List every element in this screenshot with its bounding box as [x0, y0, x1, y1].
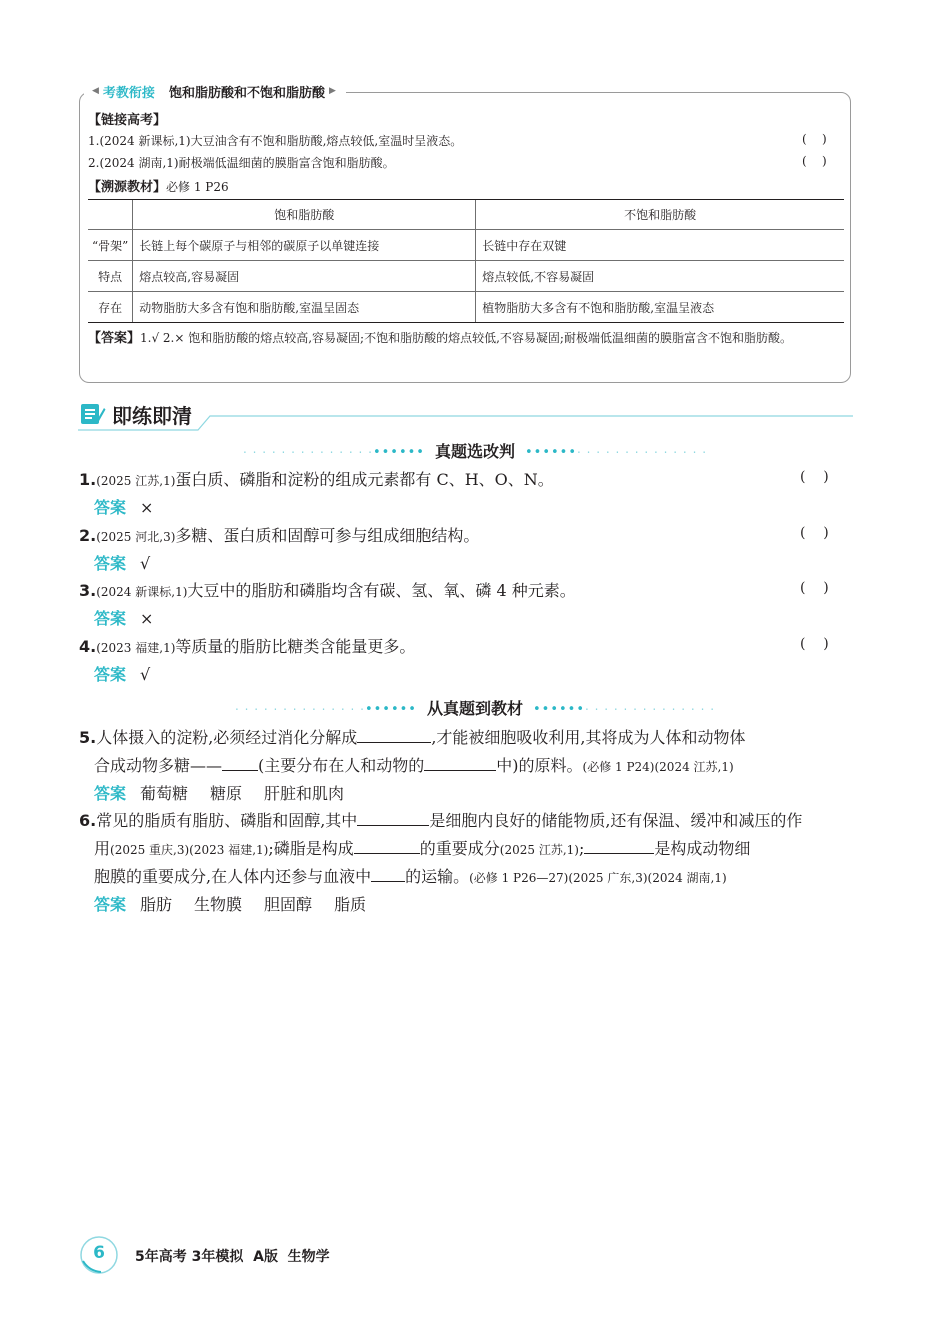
question-text: (主要分布在人和动物的	[258, 756, 425, 775]
question-3	[79, 578, 576, 601]
table-row	[88, 261, 844, 292]
heading-underline	[78, 412, 853, 432]
question-text: 等质量的脂肪比糖类含能量更多。	[175, 637, 416, 656]
answer-row	[94, 892, 388, 915]
tag-label: 考教衔接	[102, 85, 155, 101]
fill-blank	[357, 727, 431, 743]
question-6-line-2	[94, 836, 750, 859]
question-number: 3.	[79, 581, 97, 600]
question-text: ;	[578, 839, 585, 858]
answer-label: 答案	[94, 554, 127, 573]
question-text: 的运输。	[405, 867, 470, 886]
notebook-icon	[80, 402, 106, 426]
answer-row	[94, 781, 366, 804]
source-label: 【溯源教材】	[88, 180, 167, 195]
question-text: 合成动物多糖——	[94, 756, 223, 775]
link-box-answer	[88, 326, 848, 351]
fill-blank	[357, 810, 429, 826]
answer-value: √	[140, 665, 151, 684]
answer-paren: ( )	[800, 580, 829, 596]
triangle-right-icon: ▶	[328, 86, 336, 96]
answer-label: 答案	[94, 498, 127, 517]
answer-text: 1.√ 2.× 饱和脂肪酸的熔点较高,容易凝固;不饱和脂肪酸的熔点较低,不容易凝固;耐极端低温细菌的膜脂富含不饱和脂肪酸。	[140, 331, 792, 345]
question-number: 1.	[79, 470, 97, 489]
question-6-line-3	[94, 864, 727, 887]
practice-title: 即练即清	[112, 404, 192, 428]
table-cell: 熔点较低,不容易凝固	[476, 261, 844, 292]
page-number: 6	[93, 1243, 105, 1263]
question-source: (2025 江苏,1)	[499, 843, 579, 857]
question-6	[79, 808, 802, 831]
comparison-table	[88, 199, 844, 323]
answer-paren: ( )	[800, 525, 829, 541]
answer-value: 脂质	[334, 895, 367, 914]
fill-blank	[584, 838, 654, 854]
question-text: 用	[94, 839, 111, 858]
answer-value: 生物膜	[194, 895, 243, 914]
dots-decoration: · · · · · · · · · · · · · ·	[234, 702, 365, 717]
table-cell: “骨架”	[88, 230, 133, 261]
answer-label: 答案	[94, 665, 127, 684]
table-header-cell: 不饱和脂肪酸	[476, 200, 844, 230]
question-text: 的重要成分	[419, 839, 500, 858]
dots-decoration: · · · · · · · · · · · · · ·	[242, 445, 373, 460]
dots-decoration: ••••••	[372, 445, 425, 460]
question-1	[79, 467, 554, 490]
fill-blank	[354, 838, 420, 854]
question-source: (2023 福建,1)	[96, 641, 176, 655]
question-text: 中)的原料。	[496, 756, 583, 775]
source-ref: 必修 1 P26	[166, 180, 229, 194]
answer-label: 【答案】	[88, 331, 141, 346]
table-cell: 存在	[88, 292, 133, 323]
table-header-row	[88, 200, 844, 230]
gaokao-item-2: 2.(2024 湖南,1)耐极端低温细菌的膜脂富含饱和脂肪酸。	[88, 156, 395, 170]
question-text: 多糖、蛋白质和固醇可参与组成细胞结构。	[175, 526, 480, 545]
practice-heading	[78, 398, 853, 432]
table-cell: 植物脂肪大多含有不饱和脂肪酸,室温呈液态	[476, 292, 844, 323]
answer-value: 葡萄糖	[140, 784, 189, 803]
fill-blank	[424, 755, 496, 771]
question-5	[79, 725, 746, 748]
table-cell: 长链上每个碳原子与相邻的碳原子以单键连接	[133, 230, 476, 261]
answer-paren: ( )	[800, 636, 829, 652]
question-text: ,才能被细胞吸收利用,其将成为人体和动物体	[431, 728, 746, 747]
question-text: 是构成动物细	[654, 839, 751, 858]
question-2	[79, 523, 479, 546]
question-5-line-2	[94, 753, 734, 776]
question-source: (2025 重庆,3)(2023 福建,1)	[110, 843, 269, 857]
answer-label: 答案	[94, 784, 127, 803]
section-heading	[0, 439, 950, 462]
question-text: 胞膜的重要成分,在人体内还参与血液中	[94, 867, 372, 886]
dots-decoration: · · · · · · · · · · · · · ·	[585, 702, 716, 717]
question-source: (必修 1 P26—27)(2025 广东,3)(2024 湖南,1)	[469, 871, 727, 885]
question-number: 2.	[79, 526, 97, 545]
question-text: 大豆中的脂肪和磷脂均含有碳、氢、氧、磷 4 种元素。	[187, 581, 576, 600]
answer-paren: ( )	[802, 154, 827, 168]
link-box-tag	[84, 80, 346, 102]
page-footer	[79, 1235, 479, 1275]
question-number: 5.	[79, 728, 97, 747]
answer-row	[94, 606, 175, 629]
question-source: (2024 新课标,1)	[96, 585, 188, 599]
tag-title: 饱和脂肪酸和不饱和脂肪酸	[168, 85, 325, 101]
question-text: 常见的脂质有脂肪、磷脂和固醇,其中	[96, 811, 358, 830]
question-4	[79, 634, 415, 657]
table-cell: 熔点较高,容易凝固	[133, 261, 476, 292]
answer-paren: ( )	[802, 132, 827, 146]
table-row	[88, 230, 844, 261]
book-title: 5年高考 3年模拟 A版 生物学	[135, 1249, 330, 1265]
answer-row	[94, 495, 175, 518]
dots-decoration: ••••••	[525, 445, 578, 460]
fill-blank	[371, 866, 405, 882]
answer-paren: ( )	[800, 469, 829, 485]
answer-value: 胆固醇	[264, 895, 313, 914]
question-number: 6.	[79, 811, 97, 830]
question-text: 蛋白质、磷脂和淀粉的组成元素都有 C、H、O、N。	[175, 470, 554, 489]
section-heading	[0, 696, 950, 719]
answer-value: ×	[140, 498, 154, 517]
answer-label: 答案	[94, 609, 127, 628]
answer-row	[94, 662, 172, 685]
table-row	[88, 292, 844, 323]
table-cell: 长链中存在双键	[476, 230, 844, 261]
dots-decoration: ••••••	[533, 702, 586, 717]
dots-decoration: ••••••	[364, 702, 417, 717]
answer-row	[94, 551, 172, 574]
triangle-left-icon: ◀	[92, 86, 99, 96]
section-title: 从真题到教材	[426, 699, 523, 718]
question-text: 是细胞内良好的储能物质,还有保温、缓冲和减压的作	[429, 811, 803, 830]
table-header-cell: 饱和脂肪酸	[133, 200, 476, 230]
table-cell: 特点	[88, 261, 133, 292]
question-source: (2025 河北,3)	[96, 530, 176, 544]
source-heading	[88, 176, 229, 195]
table-cell: 动物脂肪大多含有饱和脂肪酸,室温呈固态	[133, 292, 476, 323]
question-number: 4.	[79, 637, 97, 656]
dots-decoration: · · · · · · · · · · · · · ·	[577, 445, 708, 460]
answer-value: ×	[140, 609, 154, 628]
answer-value: √	[140, 554, 151, 573]
gaokao-heading: 【链接高考】	[88, 113, 167, 128]
section-title: 真题选改判	[434, 442, 515, 461]
question-text: 人体摄入的淀粉,必须经过消化分解成	[96, 728, 358, 747]
question-source: (2025 江苏,1)	[96, 474, 176, 488]
table-header-cell	[88, 200, 133, 230]
question-text: ;磷脂是构成	[268, 839, 354, 858]
answer-value: 肝脏和肌肉	[264, 784, 345, 803]
answer-label: 答案	[94, 895, 127, 914]
answer-value: 糖原	[210, 784, 243, 803]
question-source: (必修 1 P24)(2024 江苏,1)	[582, 760, 734, 774]
gaokao-item-1: 1.(2024 新课标,1)大豆油含有不饱和脂肪酸,熔点较低,室温时呈液态。	[88, 134, 463, 148]
fill-blank	[222, 755, 258, 771]
answer-value: 脂肪	[140, 895, 173, 914]
